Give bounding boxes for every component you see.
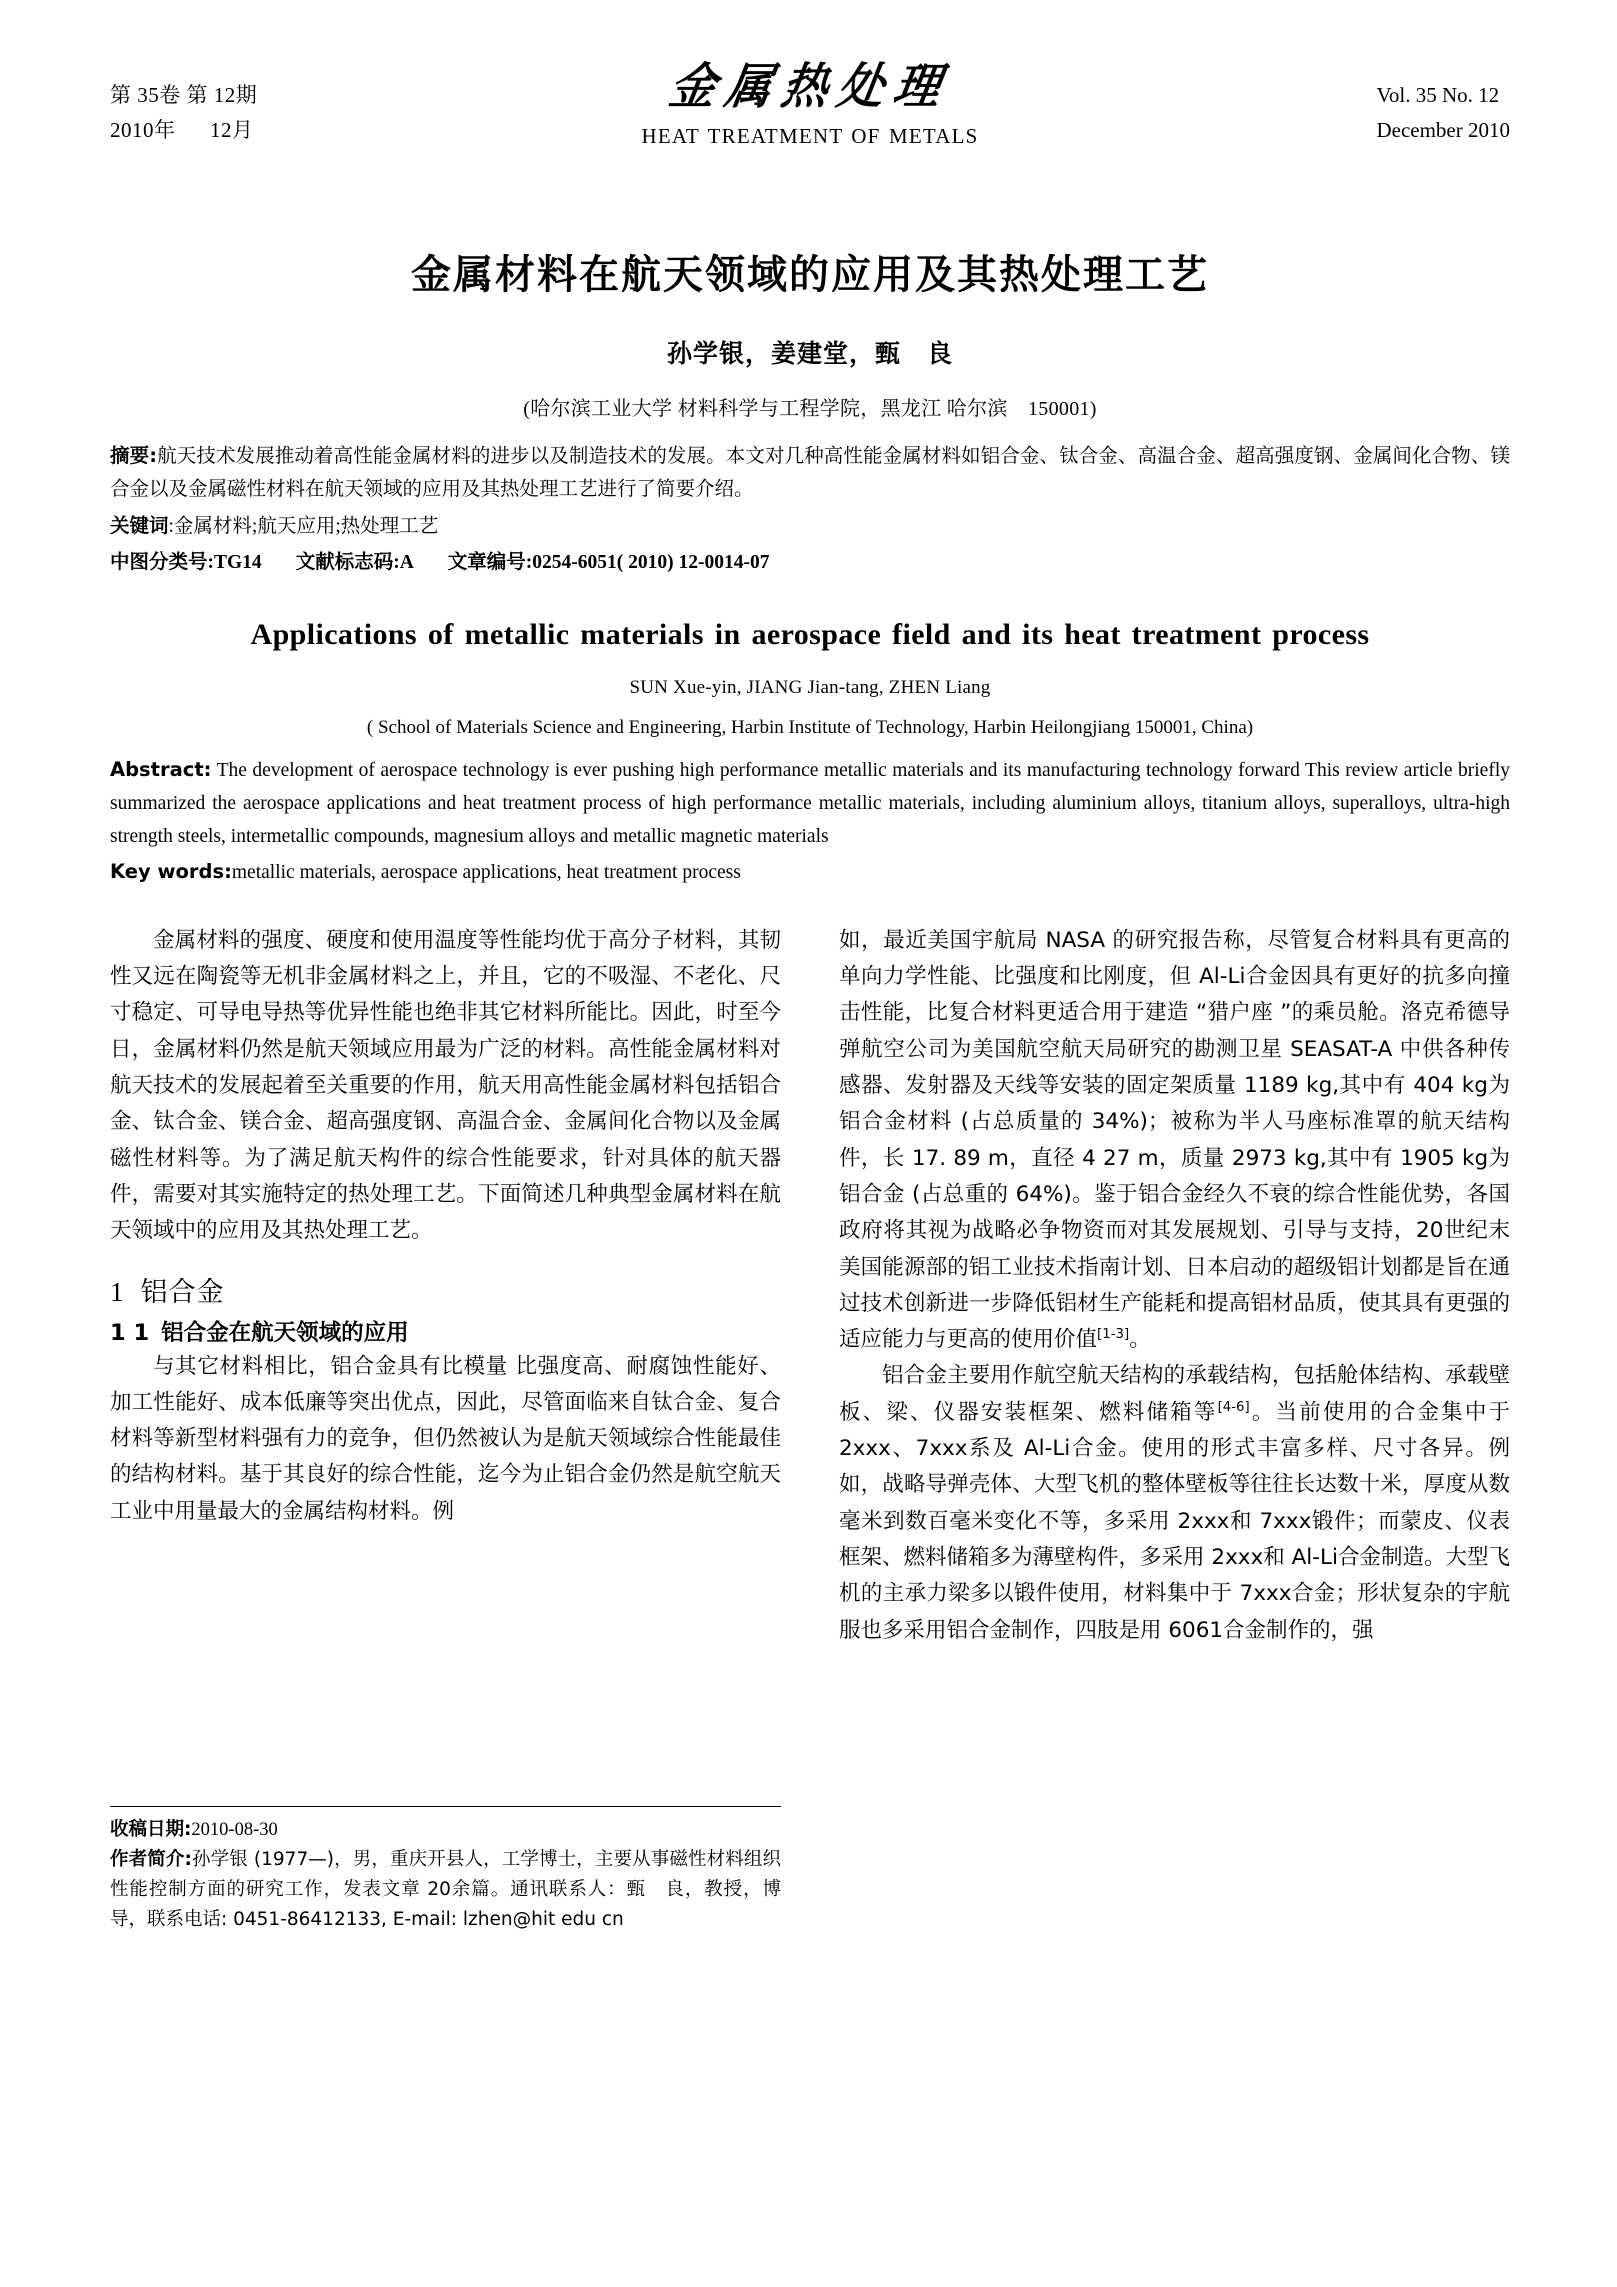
author-bio [110, 1845, 781, 1935]
abstract-en [110, 753, 1510, 853]
clc-label: 中图分类号: [110, 552, 214, 573]
journal-name-en: HEAT TREATMENT OF METALS [641, 124, 979, 148]
keywords-text-en: metallic materials, aerospace applications, heat treatment process [231, 861, 741, 883]
abstract-text-en: The development of aerospace technology is ever pushing high performance metallic materials and its manufacturing technology forward This review article briefly summarized the aerospace applications and heat treatment process of high performance metallic materials, including aluminium alloys, titanium alloys, superalloys, ultra-high strength steels, intermetallic compounds, magnesium alloys and metallic magnetic materials [110, 759, 1510, 847]
authors-en: SUN Xue-yin, JIANG Jian-tang, ZHEN Liang [629, 676, 991, 698]
section-number: 1 [110, 1276, 125, 1307]
body-columns [110, 923, 1510, 2103]
masthead-right [1376, 78, 1510, 148]
keywords-label-cn: 关键词 [110, 514, 169, 537]
received-label: 收稿日期: [110, 1818, 192, 1840]
reference-citation: [4-6] [1217, 1399, 1250, 1415]
journal-masthead-center [460, 58, 1160, 149]
paragraph-text: 铝合金主要用作航空航天结构的承载结构，包括舱体结构、承载壁板、梁、仪器安装框架、燃料储箱等 [839, 1363, 1510, 1425]
column-right [839, 923, 1510, 2103]
volume-issue-cn: 第 35卷 第 12期 [110, 83, 258, 107]
doccode-value: A [399, 552, 414, 573]
abstract-block-cn [110, 439, 1510, 580]
date-en: December 2010 [1376, 118, 1510, 142]
paragraph-text: 如，最近美国宇航局 NASA 的研究报告称，尽管复合材料具有更高的单向力学性能、比强度和比刚度，但 Al-Li合金因具有更好的抗多向撞击性能，比复合材料更适合用于建造 “猎户座 ”的乘员舱。洛克希德导弹航空公司为美国航空航天局研究的勘测卫星 SEASAT-A 中供各种传感器、发射器及天线等安装的固定架质量 1189 kg,其中有 404 kg为铝合金材料 (占总质量的 34%)；被称为半人马座标准罩的航天结构件，长 17. 89 m，直径 4 27 m，质量 2973 kg,其中有 1905 kg为铝合金 (占总重的 64%)。鉴于铝合金经久不衰的综合性能优势，各国政府将其视为战略必争物资而对其发展规划、引导与支持，20世纪末美国能源部的铝工业技术指南计划、日本启动的超级铝计划都是旨在通过技术创新进一步降低铝材生产能耗和提高铝材品质，使其具有更强的适应能力与更高的使用价值 [839, 927, 1510, 1353]
received-value: 2010-08-30 [191, 1819, 278, 1840]
keywords-label-en: Key words: [110, 859, 232, 883]
paragraph-tail: 。当前使用的合金集中于 2xxx、7xxx系及 Al-Li合金。使用的形式丰富多样、尺寸各异。例如，战略导弹壳体、大型飞机的整体壁板等往往长达数十米，厚度从数毫米到数百毫米变化不等，多采用 2xxx和 7xxx锻件；而蒙皮、仪表框架、燃料储箱多为薄壁构件，多采用 2xxx和 Al-Li合金制造。大型飞机的主承力梁多以锻件使用，材料集中于 7xxx合金；形状复杂的宇航服也多采用铝合金制作，四肢是用 6061合金制作的，强 [839, 1399, 1510, 1643]
paragraph: 与其它材料相比，铝合金具有比模量 比强度高、耐腐蚀性能好、加工性能好、成本低廉等突出优点，因此，尽管面临来自钛合金、复合材料等新型材料强有力的竞争，但仍然被认为是航天领域综合性能最佳的结构材料。基于其良好的综合性能，迄今为止铝合金仍然是航空航天工业中用量最大的金属结构材料。例 [110, 1353, 781, 1524]
masthead-left [110, 78, 257, 148]
subsection-number: 1 1 [110, 1319, 150, 1346]
section-heading-1-1 [110, 1315, 781, 1347]
affiliation-cn: (哈尔滨工业大学 材料科学与工程学院，黑龙江 哈尔滨 150001) [523, 398, 1097, 420]
paragraph [839, 1358, 1510, 1648]
reference-citation: [1-3] [1097, 1327, 1130, 1342]
footnote-block [110, 1806, 781, 1935]
paragraph-tail: 。 [1129, 1327, 1151, 1353]
column-left [110, 923, 781, 2103]
subsection-title: 铝合金在航天领域的应用 [161, 1319, 409, 1346]
abstract-text-cn: 航天技术发展推动着高性能金属材料的进步以及制造技术的发展。本文对几种高性能金属材料如铝合金、钛合金、高温合金、超高强度钢、金属间化合物、镁合金以及金属磁性材料在航天领域的应用及其热处理工艺进行了简要介绍。 [110, 446, 1510, 500]
bio-label: 作者简介: [110, 1848, 192, 1870]
date-cn: 2010年 12月 [110, 118, 254, 142]
affiliation-en: ( School of Materials Science and Engineering, Harbin Institute of Technology, Harbin Heilongjiang 150001, China) [366, 716, 1254, 738]
keywords-en [110, 855, 1510, 889]
article-title-en: Applications of metallic materials in aerospace field and its heat treatment process [250, 618, 1370, 651]
volume-issue-en: Vol. 35 No. 12 [1376, 83, 1500, 107]
article-id-label: 文章编号: [447, 552, 533, 573]
clc-value: TG14 [214, 552, 262, 573]
received-date [110, 1815, 781, 1845]
masthead [110, 0, 1510, 183]
bio-text: 孙学银 (1977—)，男，重庆开县人，工学博士，主要从事磁性材料组织性能控制方面的研究工作，发表文章 20余篇。通讯联系人：甄 良，教授，博导，联系电话: 0451-86412133, E-mail: lzhen@hit edu cn [110, 1848, 781, 1930]
classification-line [110, 546, 1510, 580]
journal-logo-cn: 金属热处理 [665, 57, 955, 115]
paragraph [839, 923, 1510, 1359]
keywords-cn [110, 509, 1510, 543]
section-title: 铝合金 [140, 1276, 225, 1308]
section-heading-1 [110, 1270, 781, 1309]
authors-cn: 孙学银，姜建堂，甄 良 [666, 339, 953, 368]
abstract-label-cn: 摘要: [110, 444, 158, 467]
abstract-label-en: Abstract: [110, 757, 212, 781]
doccode-label: 文献标志码: [295, 552, 400, 573]
article-title-cn: 金属材料在航天领域的应用及其热处理工艺 [411, 252, 1209, 298]
paragraph: 金属材料的强度、硬度和使用温度等性能均优于高分子材料，其韧性又远在陶瓷等无机非金属材料之上，并且，它的不吸湿、不老化、尺寸稳定、可导电导热等优异性能也绝非其它材料所能比。因此，时至今日，金属材料仍然是航天领域应用最为广泛的材料。高性能金属材料对航天技术的发展起着至关重要的作用，航天用高性能金属材料包括铝合金、钛合金、镁合金、超高强度钢、高温合金、金属间化合物以及金属磁性材料等。为了满足航天构件的综合性能要求，针对具体的航天器件，需要对其实施特定的热处理工艺。下面简述几种典型金属材料在航天领域中的应用及其热处理工艺。 [110, 927, 781, 1244]
article-id-value: 0254-6051( 2010) 12-0014-07 [532, 552, 770, 573]
abstract-cn [110, 439, 1510, 506]
keywords-text-cn: :金属材料;航天应用;热处理工艺 [168, 516, 439, 537]
